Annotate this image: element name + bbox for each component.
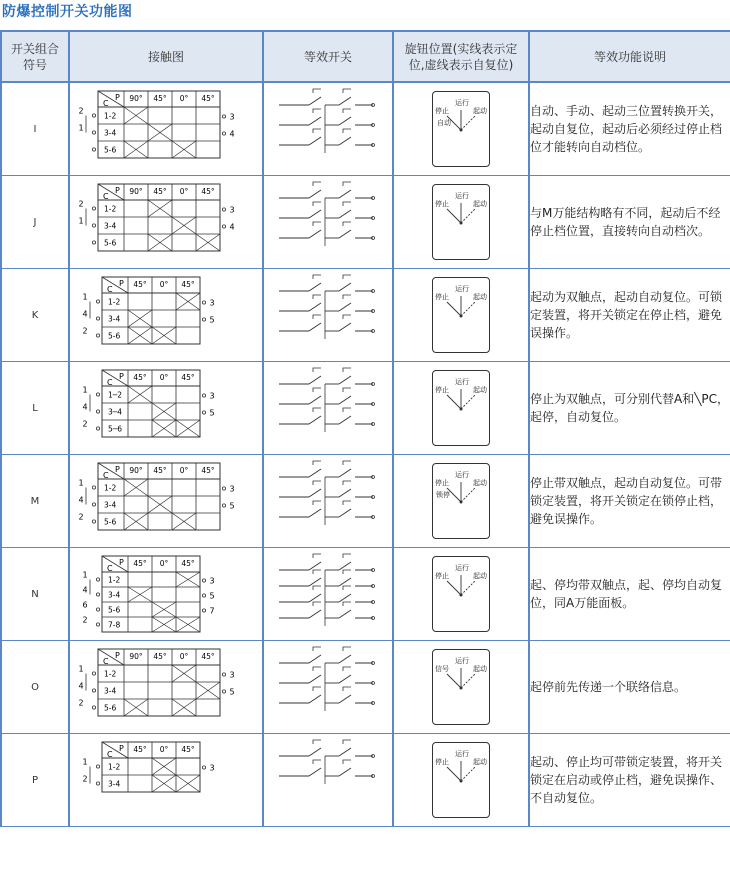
- equiv-switch-diagram: [273, 552, 383, 636]
- contact-diagram: [76, 552, 256, 636]
- contact-diagram: [76, 366, 256, 450]
- knob-label-run: 运行: [455, 378, 469, 386]
- row-code: K: [1, 269, 69, 362]
- knob-cell: [393, 176, 529, 269]
- equiv-cell: [263, 176, 393, 269]
- contact-label: 3-4: [108, 314, 121, 324]
- contact-label: 3─4: [108, 407, 123, 417]
- row-code: J: [1, 176, 69, 269]
- equiv-switch-diagram: [273, 645, 383, 729]
- knob-label-left: 停止: [435, 572, 449, 580]
- terminal-number: 3: [229, 205, 235, 215]
- terminal-number: 2: [82, 326, 88, 336]
- table-row: [1, 641, 730, 734]
- angle-label: 45°: [181, 373, 195, 382]
- contact-label: 1-2: [104, 669, 117, 679]
- svg-text:P: P: [119, 279, 124, 288]
- svg-text:P: P: [119, 558, 124, 567]
- knob-label-left: 停止: [435, 758, 449, 766]
- row-description: 起停前先传递一个联络信息。: [529, 641, 730, 734]
- contact-diagram: [76, 738, 256, 822]
- angle-label: 45°: [133, 280, 147, 289]
- contact-cell: [69, 176, 263, 269]
- knob-label-lock: 锁停: [436, 491, 450, 499]
- contact-label: 5-6: [108, 605, 121, 615]
- knob-label-left: 停止: [435, 107, 449, 115]
- knob-label-start: 起动: [473, 479, 487, 487]
- knob-label-run: 运行: [455, 99, 469, 107]
- contact-cell: [69, 734, 263, 827]
- contact-cell: [69, 548, 263, 641]
- contact-label: 7-8: [108, 620, 121, 630]
- terminal-number: 5: [209, 315, 215, 325]
- equiv-cell: [263, 82, 393, 176]
- angle-label: 90°: [129, 187, 143, 196]
- table-row: [1, 269, 730, 362]
- equiv-switch-diagram: [273, 273, 383, 357]
- terminal-number: 5: [209, 408, 215, 418]
- terminal-number: 5: [229, 687, 235, 697]
- knob-position-diagram: [432, 463, 490, 539]
- terminal-number: 3: [209, 763, 215, 773]
- contact-cell: [69, 362, 263, 455]
- angle-label: 0°: [179, 466, 189, 475]
- equiv-cell: [263, 269, 393, 362]
- row-description: 停止为双触点，可分别代替A和╲PC，起停，自动复位。: [529, 362, 730, 455]
- svg-text:C: C: [103, 657, 109, 666]
- terminal-number: 2: [82, 774, 88, 784]
- terminal-number: 3: [229, 670, 235, 680]
- angle-label: 45°: [201, 94, 215, 103]
- terminal-number: 1: [82, 385, 88, 395]
- knob-label-run: 运行: [455, 471, 469, 479]
- terminal-number: 2: [82, 419, 88, 429]
- knob-label-auto: 自动: [437, 119, 451, 127]
- terminal-number: 6: [82, 600, 88, 610]
- contact-label: 1-2: [104, 204, 117, 214]
- knob-position-diagram: [432, 649, 490, 725]
- angle-label: 90°: [129, 94, 143, 103]
- equiv-switch-diagram: [273, 459, 383, 543]
- terminal-number: 2: [78, 512, 84, 522]
- angle-label: 0°: [179, 652, 189, 661]
- contact-cell: [69, 641, 263, 734]
- contact-label: 1─2: [108, 390, 123, 400]
- contact-label: 5-6: [104, 517, 117, 527]
- angle-label: 45°: [153, 466, 167, 475]
- contact-label: 1-2: [104, 483, 117, 493]
- knob-cell: [393, 269, 529, 362]
- contact-label: 5-6: [104, 145, 117, 155]
- angle-label: 0°: [159, 559, 169, 568]
- knob-position-diagram: [432, 184, 490, 260]
- angle-label: 0°: [159, 280, 169, 289]
- contact-label: 5-6: [104, 238, 117, 248]
- knob-label-start: 起动: [473, 386, 487, 394]
- svg-text:C: C: [103, 99, 109, 108]
- knob-label-run: 运行: [455, 564, 469, 572]
- knob-cell: [393, 548, 529, 641]
- terminal-number: 4: [78, 495, 84, 505]
- angle-label: 0°: [159, 745, 169, 754]
- terminal-number: 2: [82, 615, 88, 625]
- table-row: [1, 734, 730, 827]
- svg-text:C: C: [107, 285, 113, 294]
- angle-label: 45°: [181, 280, 195, 289]
- contact-diagram: [76, 273, 256, 357]
- terminal-number: 4: [82, 585, 88, 595]
- terminal-number: 4: [229, 222, 235, 232]
- terminal-number: 4: [78, 681, 84, 691]
- terminal-number: 2: [78, 199, 84, 209]
- svg-text:C: C: [107, 378, 113, 387]
- knob-position-diagram: [432, 91, 490, 167]
- row-code: M: [1, 455, 69, 548]
- contact-label: 1-2: [108, 762, 121, 772]
- terminal-number: 1: [78, 123, 84, 133]
- row-description: 起、停均带双触点，起、停均自动复位，同A万能面板。: [529, 548, 730, 641]
- equiv-switch-diagram: [273, 738, 383, 822]
- row-code: L: [1, 362, 69, 455]
- equiv-cell: [263, 548, 393, 641]
- knob-label-left: 停止: [435, 479, 449, 487]
- contact-label: 3-4: [108, 779, 121, 789]
- row-description: 起动为双触点，起动自动复位。可锁定装置，将开关锁定在停止档，避免误操作。: [529, 269, 730, 362]
- knob-label-left: 信号: [435, 665, 449, 673]
- equiv-cell: [263, 362, 393, 455]
- svg-text:C: C: [107, 564, 113, 573]
- contact-label: 1-2: [108, 297, 121, 307]
- angle-label: 45°: [201, 466, 215, 475]
- angle-label: 45°: [133, 559, 147, 568]
- knob-cell: [393, 362, 529, 455]
- knob-label-left: 停止: [435, 386, 449, 394]
- header-equiv: 等效开关: [263, 31, 393, 82]
- contact-label: 5-6: [108, 331, 121, 341]
- contact-label: 3-4: [104, 686, 117, 696]
- knob-label-start: 起动: [473, 293, 487, 301]
- table-row: [1, 548, 730, 641]
- knob-label-run: 运行: [455, 192, 469, 200]
- equiv-cell: [263, 455, 393, 548]
- equiv-cell: [263, 734, 393, 827]
- knob-label-run: 运行: [455, 657, 469, 665]
- function-table: [0, 30, 730, 827]
- table-row: [1, 176, 730, 269]
- knob-cell: [393, 734, 529, 827]
- knob-position-diagram: [432, 742, 490, 818]
- terminal-number: 2: [78, 106, 84, 116]
- knob-position-diagram: [432, 556, 490, 632]
- row-description: 自动、手动、起动三位置转换开关，起动自复位，起动后必须经过停止档位才能转向自动档位。: [529, 82, 730, 176]
- terminal-number: 5: [209, 591, 215, 601]
- terminal-number: 3: [209, 391, 215, 401]
- contact-label: 1-2: [108, 575, 121, 585]
- row-description: 起动、停止均可带锁定装置，将开关锁定在启动或停止档，避免误操作、不自动复位。: [529, 734, 730, 827]
- header-desc: 等效功能说明: [529, 31, 730, 82]
- contact-cell: [69, 269, 263, 362]
- knob-cell: [393, 641, 529, 734]
- table-header-row: [1, 31, 730, 82]
- equiv-cell: [263, 641, 393, 734]
- terminal-number: 1: [78, 664, 84, 674]
- angle-label: 45°: [153, 187, 167, 196]
- knob-label-run: 运行: [455, 285, 469, 293]
- knob-cell: [393, 455, 529, 548]
- page-title: 防爆控制开关功能图: [2, 4, 133, 20]
- row-code: I: [1, 82, 69, 176]
- terminal-number: 3: [209, 298, 215, 308]
- angle-label: 45°: [153, 94, 167, 103]
- terminal-number: 3: [229, 112, 235, 122]
- angle-label: 45°: [201, 652, 215, 661]
- terminal-number: 1: [82, 570, 88, 580]
- terminal-number: 4: [82, 402, 88, 412]
- terminal-number: 3: [209, 576, 215, 586]
- knob-label-start: 起动: [473, 107, 487, 115]
- angle-label: 90°: [129, 466, 143, 475]
- contact-diagram: [76, 645, 256, 729]
- angle-label: 0°: [179, 94, 189, 103]
- contact-label: 5─6: [108, 424, 123, 434]
- header-knob: 旋钮位置(实线表示定位,虚线表示自复位): [393, 31, 529, 82]
- svg-text:P: P: [119, 372, 124, 381]
- svg-text:P: P: [119, 744, 124, 753]
- knob-position-diagram: [432, 370, 490, 446]
- row-code: O: [1, 641, 69, 734]
- knob-label-run: 运行: [455, 750, 469, 758]
- contact-label: 5-6: [104, 703, 117, 713]
- row-description: 与M万能结构略有不同，起动后不经停止档位置，直接转向自动档次。: [529, 176, 730, 269]
- equiv-switch-diagram: [273, 180, 383, 264]
- angle-label: 45°: [181, 559, 195, 568]
- knob-position-diagram: [432, 277, 490, 353]
- knob-label-start: 起动: [473, 665, 487, 673]
- row-description: 停止带双触点，起动自动复位。可带锁定装置，将开关锁定在锁停止档，避免误操作。: [529, 455, 730, 548]
- contact-label: 3-4: [104, 221, 117, 231]
- angle-label: 45°: [133, 373, 147, 382]
- terminal-number: 1: [82, 757, 88, 767]
- knob-label-start: 起动: [473, 572, 487, 580]
- angle-label: 45°: [201, 187, 215, 196]
- angle-label: 0°: [179, 187, 189, 196]
- terminal-number: 1: [78, 216, 84, 226]
- svg-text:P: P: [115, 465, 120, 474]
- table-row: [1, 362, 730, 455]
- equiv-switch-diagram: [273, 87, 383, 171]
- terminal-number: 1: [82, 292, 88, 302]
- equiv-switch-diagram: [273, 366, 383, 450]
- knob-label-left: 停止: [435, 200, 449, 208]
- header-contact: 接触图: [69, 31, 263, 82]
- contact-label: 3-4: [108, 590, 121, 600]
- contact-diagram: [76, 87, 256, 171]
- table-row: [1, 455, 730, 548]
- row-code: N: [1, 548, 69, 641]
- contact-cell: [69, 455, 263, 548]
- angle-label: 0°: [159, 373, 169, 382]
- svg-text:P: P: [115, 651, 120, 660]
- svg-text:P: P: [115, 93, 120, 102]
- terminal-number: 4: [229, 129, 235, 139]
- terminal-number: 7: [209, 606, 215, 616]
- svg-text:C: C: [103, 192, 109, 201]
- knob-label-start: 起动: [473, 758, 487, 766]
- angle-label: 90°: [129, 652, 143, 661]
- knob-cell: [393, 82, 529, 176]
- knob-label-left: 停止: [435, 293, 449, 301]
- svg-text:P: P: [115, 186, 120, 195]
- svg-text:C: C: [107, 750, 113, 759]
- contact-diagram: [76, 180, 256, 264]
- contact-diagram: [76, 459, 256, 543]
- terminal-number: 3: [229, 484, 235, 494]
- contact-cell: [69, 82, 263, 176]
- angle-label: 45°: [181, 745, 195, 754]
- angle-label: 45°: [133, 745, 147, 754]
- header-code: 开关组合符号: [1, 31, 69, 82]
- terminal-number: 5: [229, 501, 235, 511]
- knob-label-start: 起动: [473, 200, 487, 208]
- row-code: P: [1, 734, 69, 827]
- terminal-number: 1: [78, 478, 84, 488]
- angle-label: 45°: [153, 652, 167, 661]
- contact-label: 3-4: [104, 128, 117, 138]
- table-row: [1, 82, 730, 176]
- terminal-number: 4: [82, 309, 88, 319]
- contact-label: 3-4: [104, 500, 117, 510]
- svg-text:C: C: [103, 471, 109, 480]
- contact-label: 1-2: [104, 111, 117, 121]
- terminal-number: 2: [78, 698, 84, 708]
